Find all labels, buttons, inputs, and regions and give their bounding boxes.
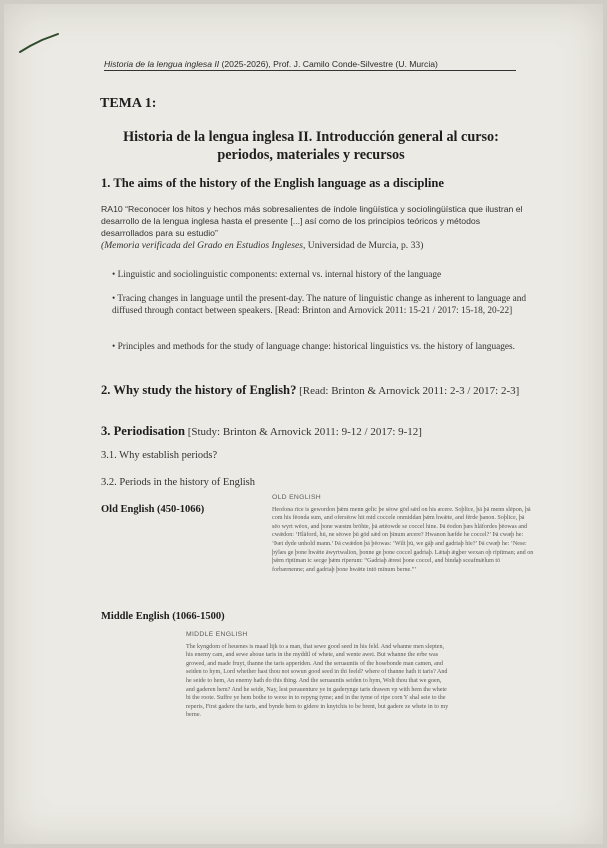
subsection-3-2: 3.2. Periods in the history of English: [101, 477, 255, 488]
bullet-item: • Linguistic and sociolinguistic components: external vs. internal history of the language: [112, 270, 442, 280]
middle-english-sample-heading: MIDDLE ENGLISH: [186, 631, 248, 638]
section-1-heading: 1. The aims of the history of the English language as a discipline: [101, 176, 444, 190]
subsection-3-1: 3.1. Why establish periods?: [101, 450, 218, 461]
middle-english-period-label: Middle English (1066-1500): [101, 611, 225, 622]
bullet-item: • Principles and methods for the study of language change: historical linguistics vs. the history of languages.: [112, 342, 515, 352]
header-course-details: (2025-2026), Prof. J. Camilo Conde-Silvestre (U. Murcia): [219, 59, 438, 69]
section-3-heading: [101, 424, 422, 439]
ra-text: RA10 “Reconocer los hitos y hechos más sobresalientes de índole lingüística y sociolingüística que ilustran el desarrollo de la lengua inglesa hasta el presente [...] así como de los principios teóricos y métodos desarrollados para su estudio”: [101, 204, 523, 238]
middle-english-sample: [186, 631, 450, 720]
document-page: [4, 4, 603, 844]
section-2-heading: [101, 382, 531, 399]
pen-mark-icon: [18, 32, 66, 54]
ra-citation: [101, 240, 423, 251]
learning-outcome-quote: [101, 203, 531, 252]
old-english-sample-heading: OLD ENGLISH: [272, 494, 322, 501]
old-english-period-label: Old English (450-1066): [101, 504, 205, 515]
section-2-reading: [Read: Brinton & Arnovick 2011: 2-3 / 2017: 2-3]: [296, 385, 520, 397]
running-header: [104, 59, 516, 71]
middle-english-sample-text: The kyngdom of heuenes is maad lijk to a man, that sewe good seed in his feld. And whanne men slepten, his enemy cam, and sewe aboue taris in the myddil of whete, and wente awei. But whanne the erbe was growed, and made fruyt, thanne the taris apperiden. And the seruauntis of the hosebonde man camen, and seiden to hym, Lord whether hast thou not sowun good seed in thi feeld? where of thanne hath it taris? And he seide to hem, An enemy hath do this thing. And the seruauntis seiden to hym, Wolt thou that we goen, and gaderen hem? And he seide, Nay, lest perauenture ye in gaderynge taris drawen vp with hem the whete bi the roote. Suffre ye hem bothe to wexe in to repyng tyme; and in the tyme of ripe corn Y shal seie to the reperis, First gadere the taris, and bynde hem to gidere in knytchis to be brent, but gadere ze whete in to my berne.: [186, 643, 449, 719]
ra-citation-title: (Memoria verificada del Grado en Estudios Ingleses: [101, 240, 303, 251]
tema-label: TEMA 1:: [100, 96, 157, 111]
old-english-sample-text: Heofona rīce is gewordon þǣm menn gelīc þe sēow gōd sǣd on his æcere. Soþlīce, þā þā menn slēpon, þā com his fēonda sum, and ofersēow hit mid coccele onmiddan þǣm hwǣte, and fērde þanon. Soþlīce, þā sēo wyrt wēox, and þone wæstm brōhte, þā ætēowde se coccel hine. Þā ēodon þæs hlāfordes þēowas and cwǣdon: ‘Hlāford, hū, ne sēowe þū gōd sǣd on þīnum æcere? Hwanon hæfde he coccel?’ Þā cwæþ he: ‘Þæt dyde unhold mann.’ Þā cwǣdon þā þēowas: ‘Wilt þū, we gāþ and gadriaþ hīe?’ Þā cwæþ he: ‘Nese: þȳlæs ge þone hwǣte āwyrtwalion, þonne ge þone coccel gadriaþ. Lǣtaþ ǣgþer wexan oþ rīptīman; and on þǣm rīptīman ic secge þǣm rīperum: “Gadriaþ ǣrest þone coccel, and bindaþ sceafmǣlum tō forbærnenne; and gadriaþ þone hwǣte intō mīnum berne.”’: [272, 506, 534, 573]
section-3-title: 3. Periodisation: [101, 424, 185, 438]
section-3-reading: [Study: Brinton & Arnovick 2011: 9-12 / 2017: 9-12]: [184, 426, 422, 438]
document-title: Historia de la lengua inglesa II. Introducción general al curso: periodos, materiales y recursos: [123, 129, 499, 163]
old-english-sample: [272, 494, 534, 574]
section-2-title: 2. Why study the history of English?: [101, 383, 297, 397]
bullet-item: • Tracing changes in language until the present-day. The nature of linguistic change as inherent to language and diffused through contact between speakers. [Read: Brinton and Arnovick 2011: 15-21 / 2017: 15-18, 20-22]: [112, 294, 527, 316]
ra-citation-source: , Universidad de Murcia, p. 33): [302, 240, 424, 251]
header-course-title: Historia de la lengua inglesa II: [104, 59, 220, 69]
